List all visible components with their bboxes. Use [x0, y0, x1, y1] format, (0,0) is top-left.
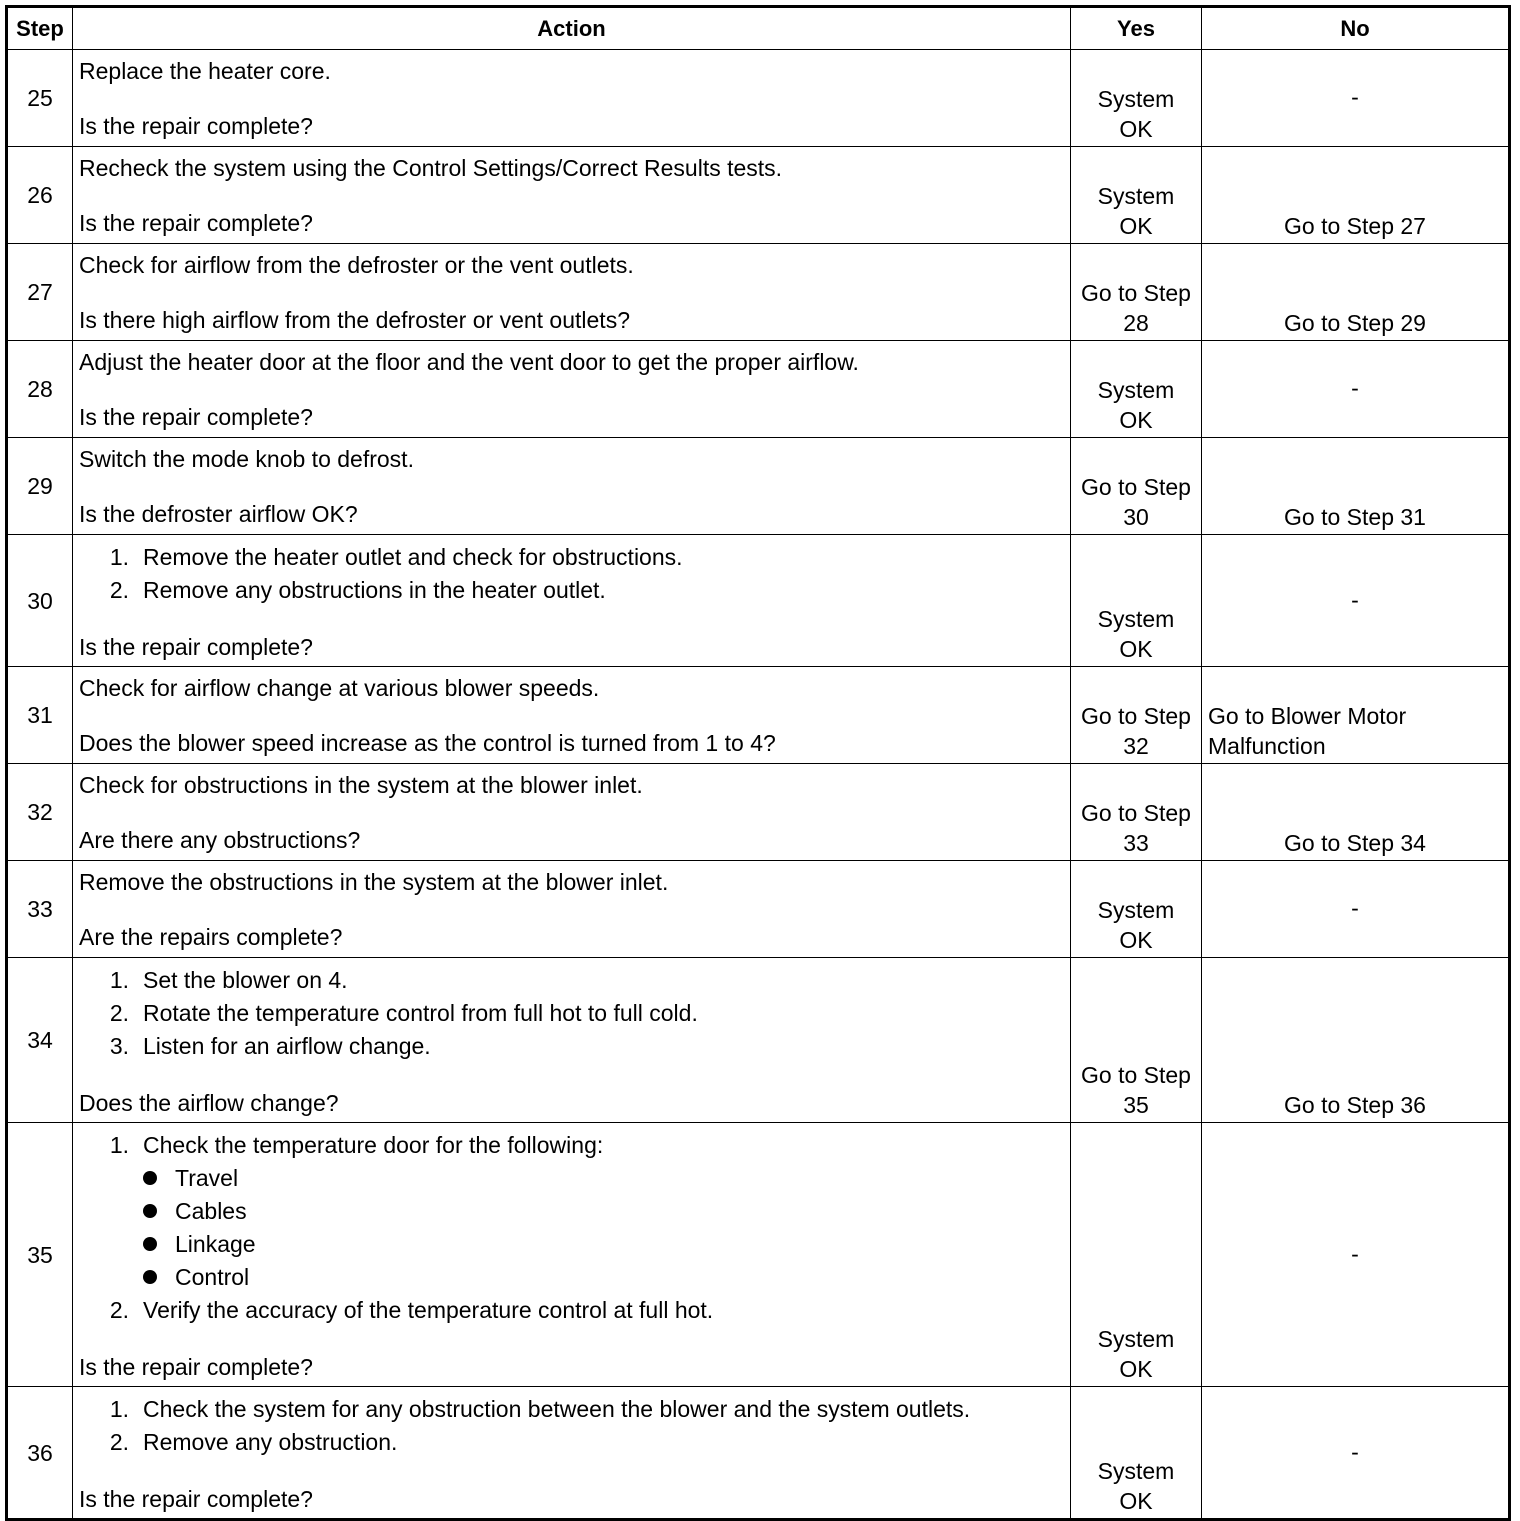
yes-result-line: OK: [1119, 407, 1153, 433]
action-instruction: Check for airflow from the defroster or the vent outlets.: [79, 252, 634, 278]
no-cell: [1202, 1387, 1510, 1520]
header-yes: Yes: [1071, 7, 1202, 50]
action-question: Are the repairs complete?: [79, 924, 343, 950]
step-item-number: 3.: [109, 1033, 129, 1059]
action-step-item: [79, 1426, 1064, 1459]
action-cell: [73, 1387, 1071, 1520]
step-item-text: Remove any obstruction.: [143, 1429, 398, 1455]
action-step-item: [79, 1393, 1064, 1426]
step-item-number: 1.: [109, 1132, 129, 1158]
action-instruction: Recheck the system using the Control Settings/Correct Results tests.: [79, 155, 783, 181]
diagnostic-table: [5, 5, 1511, 1521]
yes-result-line: System: [1097, 606, 1175, 632]
action-step-item: [79, 997, 1064, 1030]
action-instruction: Check for obstructions in the system at the blower inlet.: [79, 772, 643, 798]
yes-result-line: OK: [1119, 213, 1153, 239]
bullet-item: [79, 1162, 1064, 1195]
yes-result-line: Go to Step: [1081, 1062, 1191, 1088]
step-item-text: Check the temperature door for the following:: [143, 1132, 604, 1158]
step-number: 33: [7, 861, 73, 958]
yes-result-line: Go to Step: [1081, 800, 1191, 826]
yes-result-line: Go to Step: [1081, 280, 1191, 306]
action-cell: [73, 50, 1071, 147]
action-question: Is there high airflow from the defroster or vent outlets?: [79, 307, 630, 333]
step-number: 31: [7, 667, 73, 764]
no-cell: [1202, 535, 1510, 667]
no-result-line: -: [1351, 895, 1359, 921]
action-cell: [73, 341, 1071, 438]
action-question: Is the repair complete?: [79, 1354, 313, 1380]
yes-cell: [1071, 341, 1202, 438]
action-step-item: [79, 1294, 1064, 1327]
no-cell: [1202, 438, 1510, 535]
step-number: 25: [7, 50, 73, 147]
bullet-icon: [143, 1270, 157, 1284]
yes-result-line: System: [1097, 183, 1175, 209]
action-cell: [73, 535, 1071, 667]
action-steps-list: [79, 1129, 1064, 1327]
step-number: 30: [7, 535, 73, 667]
step-item-text: Remove the heater outlet and check for obstructions.: [143, 544, 683, 570]
spacer: [79, 474, 1064, 499]
yes-cell: [1071, 1387, 1202, 1520]
action-step-item: [79, 1030, 1064, 1063]
step-item-number: 2.: [109, 1429, 129, 1455]
step-number: 28: [7, 341, 73, 438]
yes-result-line: OK: [1119, 1488, 1153, 1514]
yes-result-line: OK: [1119, 636, 1153, 662]
no-result-line: -: [1351, 375, 1359, 401]
step-number: 34: [7, 958, 73, 1123]
step-item-text: Check the system for any obstruction between the blower and the system outlets.: [143, 1396, 971, 1422]
yes-result-line: 33: [1123, 830, 1149, 856]
no-cell: [1202, 50, 1510, 147]
no-cell: [1202, 147, 1510, 244]
step-number: 27: [7, 244, 73, 341]
action-cell: [73, 958, 1071, 1123]
action-steps-list: [79, 1393, 1064, 1459]
action-instruction: Check for airflow change at various blower speeds.: [79, 675, 600, 701]
spacer: [79, 280, 1064, 305]
step-item-number: 2.: [109, 1297, 129, 1323]
yes-result-line: System: [1097, 897, 1175, 923]
no-cell: [1202, 958, 1510, 1123]
bullet-icon: [143, 1204, 157, 1218]
header-action: Action: [73, 7, 1071, 50]
header-step: Step: [7, 7, 73, 50]
yes-result-line: 28: [1123, 310, 1149, 336]
action-question: Is the defroster airflow OK?: [79, 501, 358, 527]
step-number: 35: [7, 1123, 73, 1387]
step-item-text: Rotate the temperature control from full hot to full cold.: [143, 1000, 698, 1026]
table-row: [7, 438, 1510, 535]
action-instruction: Switch the mode knob to defrost.: [79, 446, 414, 472]
yes-result-line: OK: [1119, 1356, 1153, 1382]
yes-result-line: Go to Step: [1081, 703, 1191, 729]
spacer: [79, 1327, 1064, 1352]
step-item-text: Set the blower on 4.: [143, 967, 348, 993]
yes-result-line: OK: [1119, 116, 1153, 142]
step-item-number: 1.: [109, 1396, 129, 1422]
bullet-item: [79, 1228, 1064, 1261]
action-instruction: Remove the obstructions in the system at the blower inlet.: [79, 869, 669, 895]
action-question: Is the repair complete?: [79, 210, 313, 236]
header-row: [7, 7, 1510, 50]
yes-result-line: 35: [1123, 1092, 1149, 1118]
step-item-text: Verify the accuracy of the temperature control at full hot.: [143, 1297, 714, 1323]
bullet-text: Travel: [175, 1165, 239, 1191]
yes-cell: [1071, 667, 1202, 764]
action-question: Is the repair complete?: [79, 634, 313, 660]
step-item-number: 1.: [109, 544, 129, 570]
action-steps-list: [79, 541, 1064, 607]
action-question: Does the blower speed increase as the control is turned from 1 to 4?: [79, 730, 776, 756]
table-row: [7, 1387, 1510, 1520]
no-result-line: Go to Step 34: [1284, 830, 1426, 856]
bullet-icon: [143, 1171, 157, 1185]
action-question: Are there any obstructions?: [79, 827, 361, 853]
action-step-item: [79, 541, 1064, 574]
yes-result-line: System: [1097, 1458, 1175, 1484]
step-item-number: 1.: [109, 967, 129, 993]
action-question: Is the repair complete?: [79, 113, 313, 139]
spacer: [79, 86, 1064, 111]
no-result-line: Go to Step 29: [1284, 310, 1426, 336]
no-cell: [1202, 764, 1510, 861]
step-item-number: 2.: [109, 1000, 129, 1026]
action-step-item: [79, 574, 1064, 607]
step-item-text: Remove any obstructions in the heater outlet.: [143, 577, 606, 603]
step-number: 26: [7, 147, 73, 244]
bullet-item: [79, 1195, 1064, 1228]
yes-result-line: OK: [1119, 927, 1153, 953]
step-item-number: 2.: [109, 577, 129, 603]
table-body: [7, 50, 1510, 1520]
action-question: Is the repair complete?: [79, 1486, 313, 1512]
yes-cell: [1071, 50, 1202, 147]
yes-result-line: System: [1097, 377, 1175, 403]
no-result-line: -: [1351, 84, 1359, 110]
no-result-line: Malfunction: [1208, 733, 1326, 759]
table-row: [7, 1123, 1510, 1387]
step-item-text: Listen for an airflow change.: [143, 1033, 431, 1059]
header-no: No: [1202, 7, 1510, 50]
bullet-list: [79, 1162, 1064, 1294]
yes-cell: [1071, 861, 1202, 958]
no-result-line: Go to Step 31: [1284, 504, 1426, 530]
spacer: [79, 897, 1064, 922]
action-cell: [73, 667, 1071, 764]
action-cell: [73, 764, 1071, 861]
action-cell: [73, 1123, 1071, 1387]
yes-result-line: System: [1097, 1326, 1175, 1352]
action-step-item: [79, 1129, 1064, 1162]
table-row: [7, 147, 1510, 244]
yes-cell: [1071, 244, 1202, 341]
yes-result-line: 32: [1123, 733, 1149, 759]
bullet-text: Control: [175, 1264, 250, 1290]
no-result-line: -: [1351, 1438, 1359, 1465]
step-number: 36: [7, 1387, 73, 1520]
step-number: 29: [7, 438, 73, 535]
table-row: [7, 535, 1510, 667]
no-result-line: -: [1351, 1240, 1359, 1267]
bullet-icon: [143, 1237, 157, 1251]
action-steps-list: [79, 964, 1064, 1063]
no-cell: [1202, 667, 1510, 764]
spacer: [79, 607, 1064, 632]
yes-result-line: Go to Step: [1081, 474, 1191, 500]
action-cell: [73, 438, 1071, 535]
bullet-item: [79, 1261, 1064, 1294]
table-row: [7, 50, 1510, 147]
yes-cell: [1071, 958, 1202, 1123]
action-step-item: [79, 964, 1064, 997]
spacer: [79, 183, 1064, 208]
action-cell: [73, 244, 1071, 341]
spacer: [79, 800, 1064, 825]
step-number: 32: [7, 764, 73, 861]
action-instruction: Replace the heater core.: [79, 58, 331, 84]
no-result-line: Go to Step 36: [1284, 1092, 1426, 1118]
yes-cell: [1071, 147, 1202, 244]
table-row: [7, 764, 1510, 861]
yes-cell: [1071, 438, 1202, 535]
no-result-line: -: [1351, 586, 1359, 613]
action-cell: [73, 147, 1071, 244]
spacer: [79, 1063, 1064, 1088]
table-row: [7, 244, 1510, 341]
table-row: [7, 341, 1510, 438]
action-cell: [73, 861, 1071, 958]
yes-cell: [1071, 764, 1202, 861]
action-question: Is the repair complete?: [79, 404, 313, 430]
table-row: [7, 958, 1510, 1123]
spacer: [79, 377, 1064, 402]
no-result-line: Go to Blower Motor: [1208, 703, 1407, 729]
table-row: [7, 861, 1510, 958]
action-question: Does the airflow change?: [79, 1090, 339, 1116]
table-row: [7, 667, 1510, 764]
yes-result-line: System: [1097, 86, 1175, 112]
no-cell: [1202, 341, 1510, 438]
no-cell: [1202, 1123, 1510, 1387]
yes-result-line: 30: [1123, 504, 1149, 530]
yes-cell: [1071, 535, 1202, 667]
spacer: [79, 1459, 1064, 1484]
no-cell: [1202, 244, 1510, 341]
bullet-text: Cables: [175, 1198, 247, 1224]
bullet-text: Linkage: [175, 1231, 256, 1257]
spacer: [79, 703, 1064, 728]
action-instruction: Adjust the heater door at the floor and the vent door to get the proper airflow.: [79, 349, 859, 375]
no-result-line: Go to Step 27: [1284, 213, 1426, 239]
no-cell: [1202, 861, 1510, 958]
yes-cell: [1071, 1123, 1202, 1387]
